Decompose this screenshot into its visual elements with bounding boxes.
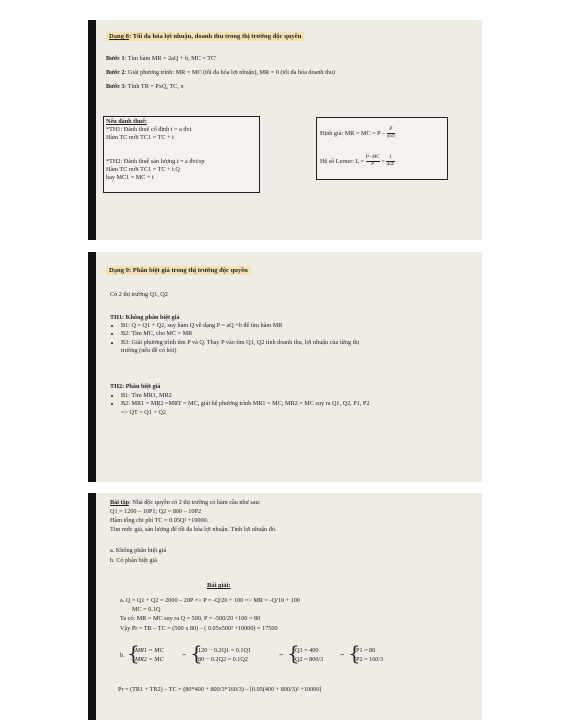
system1-eq1: MR1 = MC — [135, 647, 164, 654]
lerner-denominator: P — [371, 162, 375, 167]
brace-3: { — [287, 641, 300, 665]
section8-heading-prefix: Dạng 8 — [109, 33, 129, 40]
page-3-margin-bar — [88, 493, 96, 720]
th1-item-1: • B1: Q = Q1 + Q2, suy hàm Q về dạng P = aQ +b để tìm hàm MR — [121, 322, 472, 330]
lerner-equals: = — [381, 157, 385, 165]
tax-line-5: Hàm TC mới TC1 = TC + t.Q — [106, 166, 180, 173]
th2-item-2: • B2: MR1 = MR2 =MRT = MC, giải hệ phương trình MR1 = MC; MR2 = MC suy ra Q1, Q2, P1, P2 — [121, 400, 477, 408]
section8-heading-text: : Tối đa hóa lợi nhuận, doanh thu trong thị trường độc quyền — [128, 33, 302, 40]
system4-eq2: P2 = 160/3 — [356, 656, 384, 663]
pricing-formula — [320, 127, 395, 140]
tax-line-2: Hàm TC mới TC1 = TC + t — [106, 134, 174, 141]
step2-text: : Giải phương trình: MR = MC (tối đa hóa lợi nhuận), MR = 0 (tối đa hóa doanh thu) — [124, 69, 336, 76]
exercise-title — [110, 499, 260, 507]
tax-line-1: *TH1: Đánh thuế cố định t = a đvt — [106, 126, 192, 133]
exercise-line-2: Hàm tổng chi phí TC = 0.05Q² +10000. — [110, 517, 209, 524]
exercise-option-b: b. Có phân biệt giá — [110, 557, 157, 564]
system2-eq2: 80 − 0.2Q2 = 0.1Q2 — [198, 656, 248, 663]
system2-eq1: 120 − 0.2Q1 = 0.1Q1 — [198, 647, 252, 654]
step3-text: : Tính TR = PxQ, TC, π — [124, 83, 184, 90]
exercise-line-3: Tìm mức giá, sản lượng để tối đa hóa lợi nhuận. Tính lợi nhuận đó. — [110, 526, 277, 533]
th1-list — [112, 322, 472, 355]
section9-heading — [106, 267, 251, 275]
equiv-arrow-2: ⇔ — [278, 651, 285, 658]
solution-b-prefix: b. — [120, 652, 125, 659]
system4-eq1: P1 = 80 — [356, 647, 376, 654]
profit-formula: Pr = (TR1 + TR2) – TC = (80*400 + 800/3*160/3) – [0.05(400 + 800/3)² +10000] — [118, 686, 322, 693]
lerner-numerator-2: 1 — [386, 155, 394, 162]
brace-4: { — [348, 641, 361, 665]
system3-eq1: Q1 = 400 — [295, 647, 319, 654]
section8-heading — [106, 33, 304, 41]
lerner-fraction-1 — [366, 155, 380, 168]
pricing-label: Định giá: MR = MC = P – — [320, 129, 386, 137]
step3 — [106, 83, 184, 91]
exercise-option-a: a. Không phân biệt giá — [110, 547, 167, 554]
step3-label: Bước 3 — [106, 83, 125, 90]
system3-eq2: Q2 = 800/3 — [295, 656, 324, 663]
solution-title: Bài giải: — [207, 582, 231, 589]
exercise-line-1: Q1 = 1200 – 10P1; Q2 = 800 – 10P2 — [110, 508, 202, 515]
solution-a-line-4: Vậy Pr = TR – TC = (500 x 80) – ( 0.05x500² +10000) = 17500 — [120, 625, 278, 632]
step2-label: Bước 2 — [106, 69, 125, 76]
system1-eq2: MR2 = MC — [135, 656, 164, 663]
tax-line-4: *TH2: Đánh thuế sản lượng t = a đvt/sp — [106, 158, 205, 165]
exercise-title-text: : Nhà độc quyền có 2 thị trường có hàm cầu như sau: — [129, 499, 261, 506]
page-2 — [88, 252, 482, 482]
tax-line-6: hay MC1 = MC + t — [106, 174, 154, 181]
lerner-label: Hệ số Lerner: L = — [320, 157, 365, 165]
step1 — [106, 55, 216, 63]
th1-item-3: • B3: Giải phương trình tìm P và Q. Thay P vào tìm Q1, Q2 tính doanh thu, lợi nhuận của từng thị — [121, 339, 472, 347]
brace-2: { — [190, 641, 203, 665]
th1-item-2: • B2: Tìm MC, cho MC = MR — [121, 330, 472, 338]
step1-label: Bước 1 — [106, 55, 125, 62]
lerner-formula — [320, 155, 395, 168]
pricing-box — [316, 117, 448, 180]
brace-1: { — [127, 641, 140, 665]
pricing-fraction — [387, 127, 395, 140]
th2-title: TH2: Phân biệt giá — [110, 383, 161, 390]
solution-a-line-1: a. Q = Q1 + Q2 = 2000 – 20P => P = -Q/20 + 100 => MR = -Q/10 + 100 — [120, 597, 300, 604]
th2-item-1: • B1: Tìm MR1, MR2 — [121, 392, 477, 400]
exercise-title-label: Bài tập — [110, 499, 130, 506]
lerner-fraction-2 — [386, 155, 394, 168]
th1-title: TH1: Không phân biệt giá — [110, 314, 180, 321]
page-2-margin-bar — [88, 252, 96, 482]
pricing-numerator: P — [387, 127, 395, 134]
step1-text: : Tìm hàm MR = 2aQ + b, MC = TC' — [124, 55, 217, 62]
tax-box — [103, 116, 260, 193]
equiv-arrow-1: ⇔ — [181, 651, 188, 658]
section9-intro: Có 2 thị trường Q1, Q2 — [110, 291, 168, 298]
pricing-denominator: |Ed| — [386, 134, 395, 139]
tax-title: Nếu đánh thuế: — [106, 118, 147, 125]
solution-a-line-3: Ta có: MR = MC suy ra Q = 500, P = -500/20 +100 = 80 — [120, 615, 261, 622]
section9-heading-text: Dạng 9: Phân biệt giá trong thị trường độc quyền — [106, 266, 251, 275]
equiv-arrow-3: ⇔ — [339, 651, 346, 658]
th2-list — [112, 392, 477, 417]
th1-item-3-cont: trường (nếu đề có hỏi) — [121, 346, 177, 354]
page-1-margin-bar — [88, 20, 96, 240]
step2 — [106, 69, 335, 77]
solution-a-line-2: MC = 0.1Q — [132, 606, 161, 613]
lerner-denominator-2: |Ed| — [386, 162, 395, 167]
lerner-numerator: P−MC — [365, 155, 380, 160]
th2-item-2-cont: => QT = Q1 + Q2 — [121, 408, 166, 416]
